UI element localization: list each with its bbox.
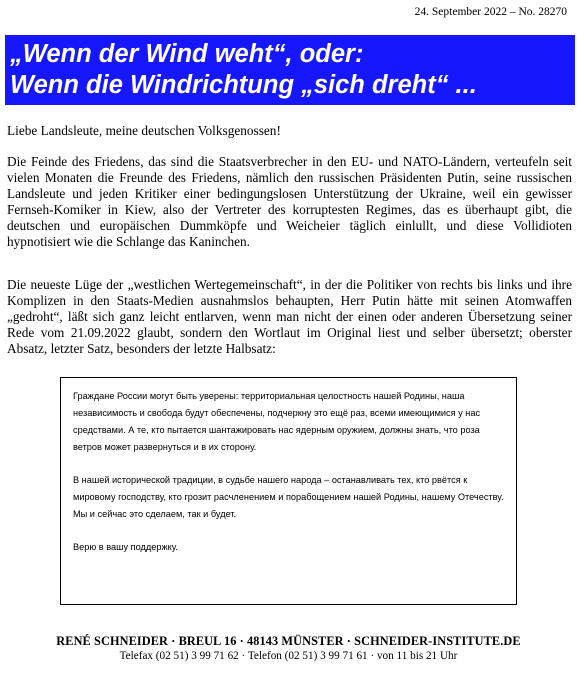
issue-date: 24. September 2022 – No. 28270 bbox=[414, 6, 567, 18]
greeting: Liebe Landsleute, meine deutschen Volksgenossen! bbox=[7, 123, 281, 138]
headline-banner bbox=[5, 35, 575, 105]
russian-quote-box bbox=[60, 377, 517, 605]
quote-paragraph-2: В нашей исторической традиции, в судьбе нашего народа – останавливать тех, кто рвётся к мировому господству, кто грозит расчленением и порабощением нашей Родины, нашему Отечеству. Мы и сейчас это сделаем, так и будет. bbox=[73, 475, 504, 519]
quote-paragraph-3: Верю в вашу поддержку. bbox=[73, 542, 178, 552]
footer-contact: Telefax (02 51) 3 99 71 62 · Telefon (02 51) 3 99 71 61 · von 11 bis 21 Uhr bbox=[119, 650, 458, 662]
headline-line-2: Wenn die Windrichtung „sich dreht“ ... bbox=[10, 71, 477, 99]
body-paragraph-2: Die neueste Lüge der „westlichen Wertegemeinschaft“, in der die Politiker von rechts bis links und ihre Komplizen in den Staats-Medien ausnahmslos behaupten, Herr Putin hätte mit seinen Atomwaffen „gedroht“, läßt sich ganz leicht entlarven, wenn man nicht der einen oder anderen Übersetzung seiner Rede vom 21.09.2022 glaubt, sondern den Wortlaut im Original liest und selber übersetzt; oberster Absatz, letzter Satz, besonders der letzte Halbsatz: bbox=[7, 277, 572, 356]
body-paragraph-1: Die Feinde des Friedens, das sind die Staatsverbrecher in den EU- und NATO-Ländern, verteufeln seit vielen Monaten die Freunde des Friedens, nämlich den russischen Präsidenten Putin, seine russischen Landsleute und jeden Kritiker einer bedingungslosen Unterstützung der Ukraine, weil ein gewisser Fernseh-Komiker in Kiew, also der Vertreter des korruptesten Regimes, das es überhaupt gibt, die deutschen und europäischen Dummköpfe und Weicheier täglich einlullt, und diese Vollidioten hypnotisiert wie die Schlange das Kaninchen. bbox=[7, 154, 572, 249]
headline-line-1: „Wenn der Wind weht“, oder: bbox=[10, 40, 364, 68]
quote-paragraph-1: Граждане России могут быть уверены: территориальная целостность нашей Родины, наша независимость и свобода будут обеспечены, подчеркну это ещё раз, всеми имеющимися у нас средствами. А те, кто пытается шантажировать нас ядерным оружием, должны знать, что роза ветров может развернуться и в их сторону. bbox=[73, 391, 481, 452]
footer-address: RENÉ SCHNEIDER · BREUL 16 · 48143 MÜNSTER · SCHNEIDER-INSTITUTE.DE bbox=[56, 634, 521, 648]
